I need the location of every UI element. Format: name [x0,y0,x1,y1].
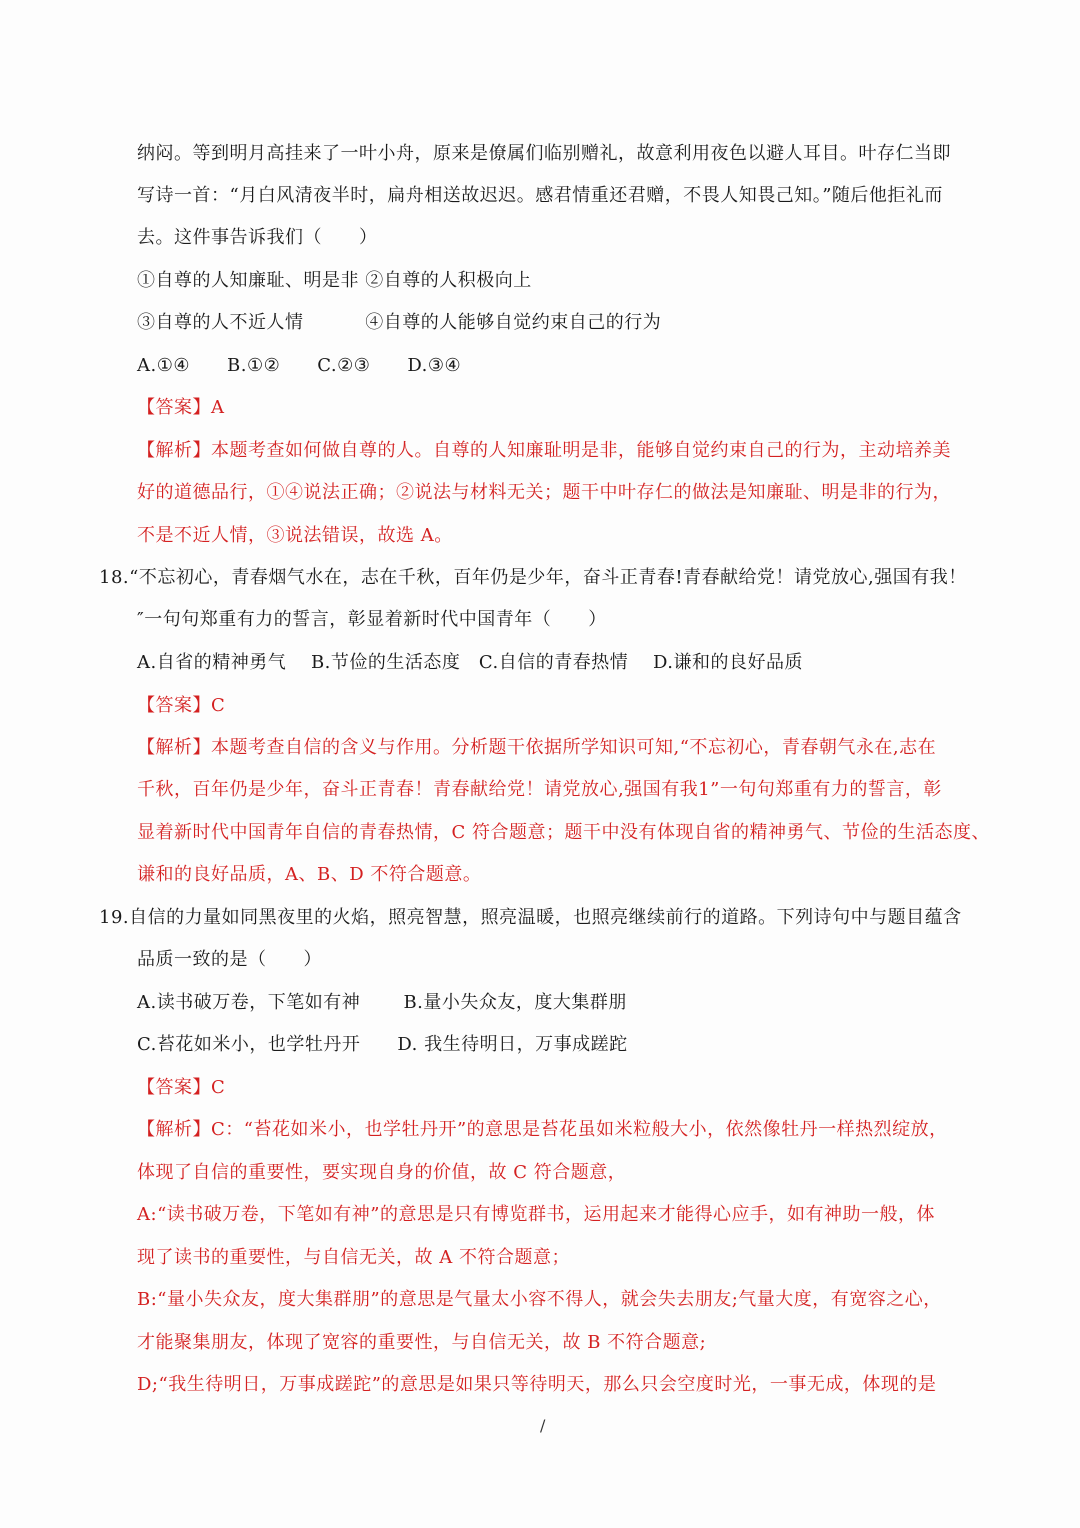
answer-value: C [211,1077,226,1098]
analysis-tag: 【解析】 [137,1119,211,1140]
answer-tag: 【答案】 [137,1077,211,1098]
q19-stem-line-2: 品质一致的是（ ） [137,949,322,970]
q19-answer [137,1076,225,1100]
analysis-text: 本题考查如何做自尊的人。自尊的人知廉耻明是非，能够自觉约束自己的行为，主动培养美 [211,440,951,461]
page-footer: / [540,1416,546,1435]
q17-options: A.①④ B.①② C.②③ D.③④ [137,355,462,376]
analysis-tag: 【解析】 [137,737,211,758]
q17-analysis-line-2: 好的道德品行，①④说法正确；②说法与材料无关；题干中叶存仁的做法是知廉耻、明是非的行为， [137,482,951,503]
q19-options-line-1: A.读书破万卷，下笔如有神 B.量小失众友，度大集群朋 [137,992,627,1013]
q19-analysis-line-1 [137,1118,948,1142]
q18-options: A.自省的精神勇气 B.节俭的生活态度 C.自信的青春热情 D.谦和的良好品质 [137,652,803,673]
q19-analysis-line-7: D;“我生待明日，万事成蹉跎”的意思是如果只等待明天，那么只会空度时光，一事无成，体现的是 [137,1374,937,1395]
answer-value: C [211,695,226,716]
q18-answer [137,694,225,718]
q19-analysis-line-5: B:“量小失众友，度大集群朋”的意思是气量太小容不得人，就会失去朋友;气量大度，有宽容之心， [137,1289,942,1310]
q19-analysis-line-4: 现了读书的重要性，与自信无关，故 A 不符合题意； [137,1247,570,1268]
analysis-text: 本题考查自信的含义与作用。分析题干依据所学知识可知,“不忘初心，青春朝气永在,志在 [211,737,937,758]
q17-answer [137,396,225,420]
q18-analysis-line-2: 千秋，百年仍是少年，奋斗正青春！青春献给党！请党放心,强国有我1”一句句郑重有力的誓言，彰 [137,779,942,800]
q18-analysis-line-3: 显着新时代中国青年自信的青春热情，C 符合题意；题干中没有体现自省的精神勇气、节俭的生活态度、 [137,822,990,843]
q17-stem-line-1: 纳闷。等到明月高挂来了一叶小舟，原来是僚属们临别赠礼，故意利用夜色以避人耳目。叶存仁当即 [137,143,951,164]
q17-stem-line-3: 去。这件事告诉我们（ ） [137,227,378,248]
q19-analysis-line-2: 体现了自信的重要性，要实现自身的价值，故 C 符合题意， [137,1162,627,1183]
q18-analysis-line-1 [137,736,936,760]
answer-tag: 【答案】 [137,397,211,418]
q18-stem-line-2: ″一句句郑重有力的誓言，彰显着新时代中国青年（ ） [137,609,607,630]
q19-stem-line-1: 19.自信的力量如同黑夜里的火焰，照亮智慧，照亮温暖，也照亮继续前行的道路。下列诗句中与题目蕴含 [99,907,962,928]
q17-statement-2: ③自尊的人不近人情 ④自尊的人能够自觉约束自己的行为 [137,312,662,333]
answer-value: A [211,397,225,418]
analysis-text: C：“苔花如米小，也学牡丹开”的意思是苔花虽如米粒般大小，依然像牡丹一样热烈绽放， [211,1119,948,1140]
q19-analysis-line-6: 才能聚集朋友，体现了宽容的重要性，与自信无关，故 B 不符合题意; [137,1332,707,1353]
q17-analysis-line-3: 不是不近人情，③说法错误，故选 A。 [137,525,453,546]
q17-stem-line-2: 写诗一首：“月白风清夜半时，扁舟相送故迟迟。感君情重还君赠，不畏人知畏己知。”随后他拒礼而 [137,185,943,206]
q17-analysis-line-1 [137,439,951,463]
answer-tag: 【答案】 [137,695,211,716]
q18-analysis-line-4: 谦和的良好品质，A、B、D 不符合题意。 [137,864,482,885]
q18-stem-line-1: 18.“不忘初心，青春烟气水在，志在千秋，百年仍是少年，奋斗正青春!青春献给党！请党放心,强国有我！ [99,567,967,588]
analysis-tag: 【解析】 [137,440,211,461]
q17-statement-1: ①自尊的人知廉耻、明是非 ②自尊的人积极向上 [137,270,532,291]
q19-analysis-line-3: A:“读书破万卷，下笔如有神”的意思是只有博览群书，运用起来才能得心应手，如有神助一般，体 [137,1204,935,1225]
q19-options-line-2: C.苔花如米小，也学牡丹开 D. 我生待明日，万事成蹉跎 [137,1034,628,1055]
